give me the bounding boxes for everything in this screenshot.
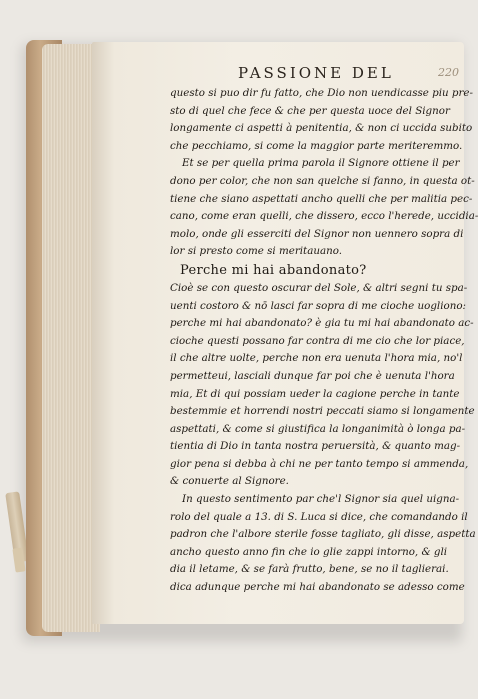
text-line: questo si puo dir fu fatto, che Dio non uendicasse piu pre- — [170, 87, 474, 99]
text-line: dia il letame, & se farà frutto, bene, se no il taglierai. — [170, 563, 449, 576]
text-line: Et se per quella prima parola il Signore ottiene il per — [182, 157, 460, 170]
text-line: padron che l'albore sterile fosse tagliato, gli disse, aspetta — [170, 528, 476, 541]
text-line: il che altre uolte, perche non era uenuta l'hora mia, no'l — [170, 352, 463, 365]
text-line: dono per color, che non san quelche si fanno, in questa ot- — [170, 174, 475, 187]
text-line: tientia di Dio in tanta nostra peruersità, & quanto mag- — [170, 440, 461, 453]
text-line: longamente ci aspetti à penitentia, & non ci uccida subito — [170, 122, 473, 135]
text-line: rolo del quale a 13. di S. Luca si dice, che comandando il — [170, 510, 468, 523]
text-line: bestemmie et horrendi nostri peccati siamo si longamente — [170, 405, 475, 418]
text-line: gior pena si debba à chi ne per tanto tempo si ammenda, — [170, 457, 469, 470]
text-line: Cioè se con questo oscurar del Sole, & altri segni tu spa- — [170, 281, 468, 294]
text-line: sto di quel che fece & che per questa uoce del Signor — [170, 104, 450, 117]
text-line: dica adunque perche mi hai abandonato se adesso come — [170, 581, 465, 594]
text-line: aspettati, & come si giustifica la longanimità ò longa pa- — [170, 422, 466, 435]
page-body — [170, 85, 478, 597]
text-line: molo, onde gli esserciti del Signor non uennero sopra di — [170, 227, 464, 240]
text-line: In questo sentimento par che'l Signor sia quel uigna- — [182, 493, 460, 506]
text-line: che pecchiamo, si come la maggior parte meriteremmo. — [170, 139, 463, 152]
text-line: cano, come eran quelli, che dissero, ecco l'herede, uccidia- — [170, 210, 478, 223]
text-line: ancho questo anno fin che io glie zappi intorno, & gli — [170, 545, 448, 558]
text-line: perche mi hai abandonato? è gia tu mi hai abandonato ac- — [170, 317, 474, 330]
running-head: PASSIONE DEL — [238, 64, 394, 82]
text-line: & conuerte al Signore. — [170, 475, 289, 488]
page-number: 220 — [438, 66, 459, 79]
text-line: mia, Et di qui possiam ueder la cagione perche in tante — [170, 387, 460, 400]
text-line: permetteui, lasciali dunque far poi che è uenuta l'hora — [170, 369, 455, 382]
text-line: tiene che siano aspettati ancho quelli che per malitia pec- — [170, 192, 473, 205]
text-line: uenti costoro & nō lasci far sopra di me cioche uogliono: — [170, 299, 467, 312]
section-heading: Perche mi hai abandonato? — [180, 262, 367, 278]
text-line: cioche questi possano far contra di me cio che lor piace, — [170, 334, 465, 347]
text-line: lor si presto come si meritauano. — [170, 245, 343, 258]
